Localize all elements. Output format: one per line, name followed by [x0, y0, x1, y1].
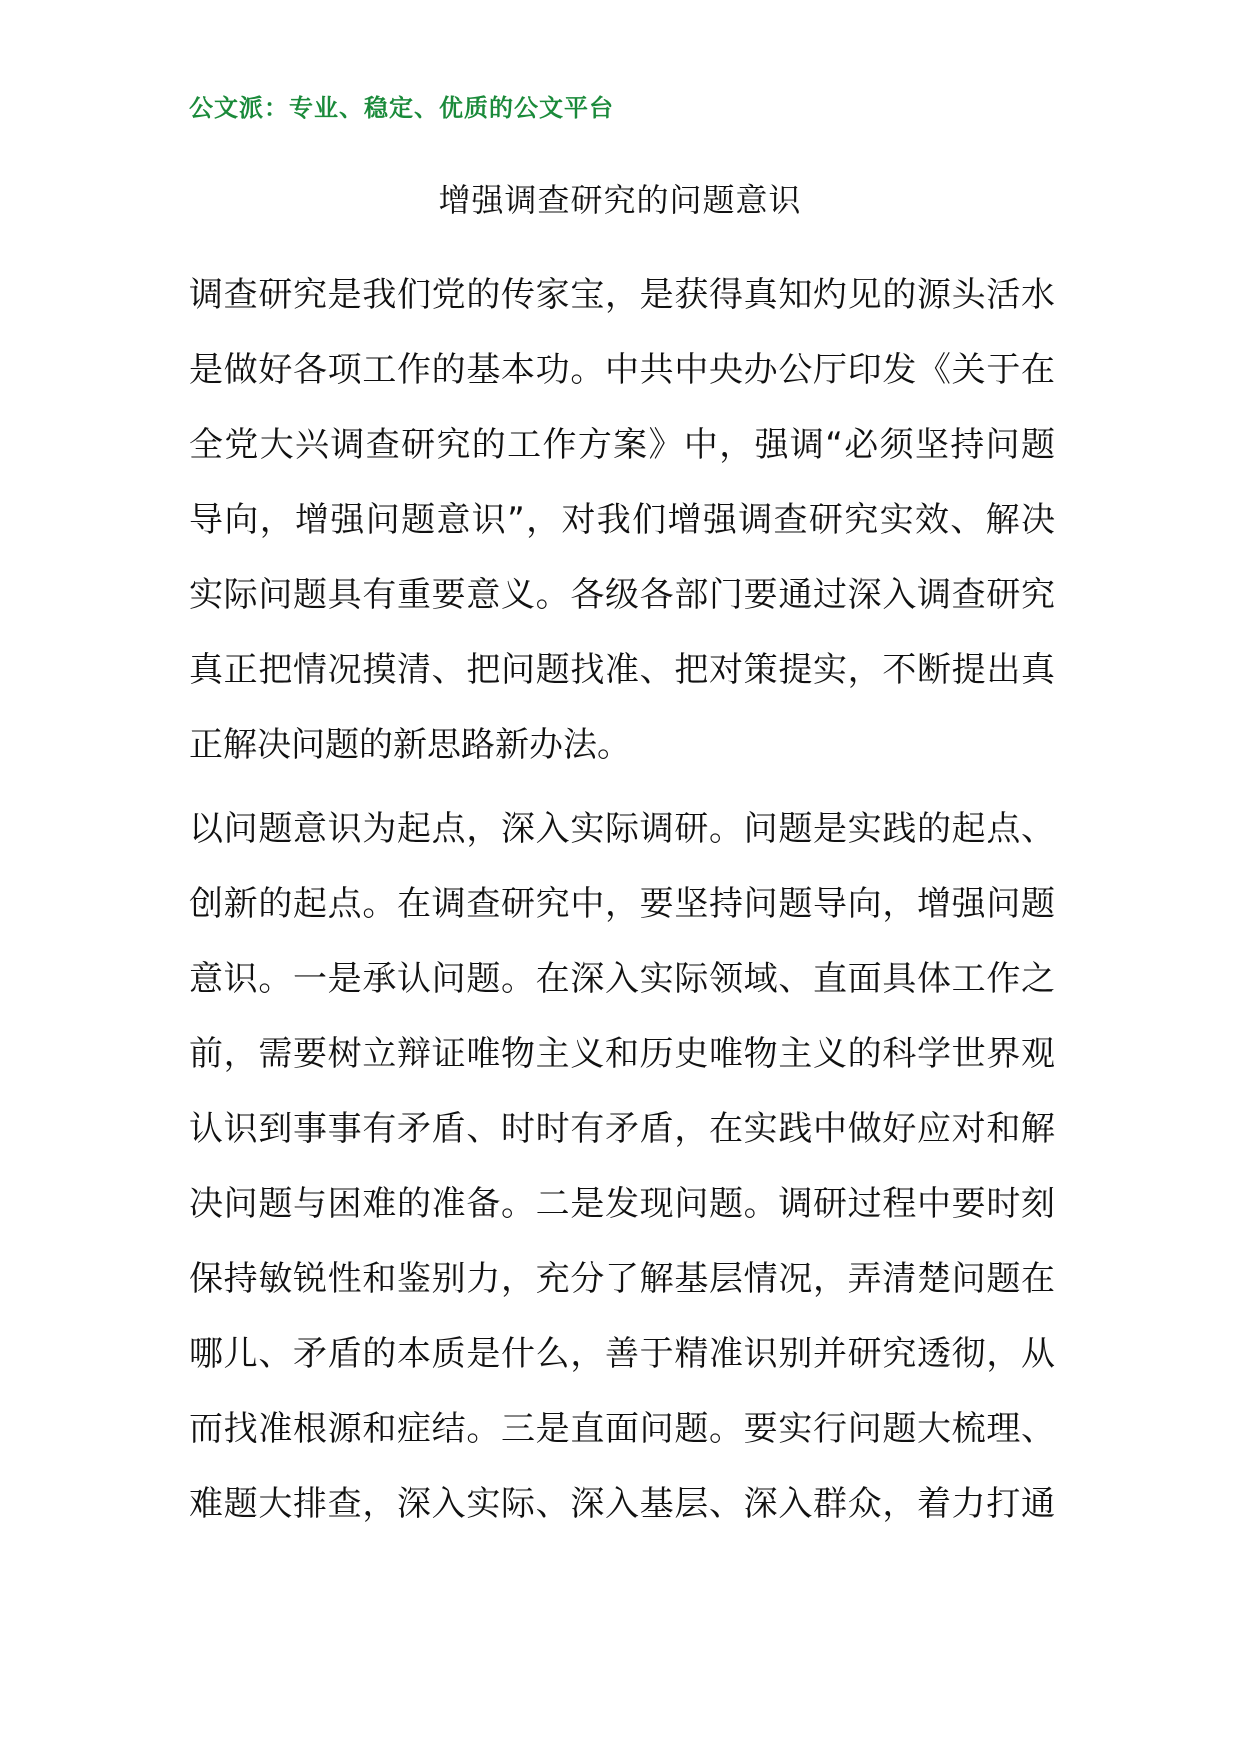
text-line: 以问题意识为起点，深入实际调研。问题是实践的起点、: [189, 809, 1055, 849]
text-line: 创新的起点。在调查研究中，要坚持问题导向，增强问题: [189, 884, 1055, 924]
text-line: 全党大兴调查研究的工作方案》中，强调“必须坚持问题: [189, 425, 1055, 465]
text-line: 意识。一是承认问题。在深入实际领域、直面具体工作之: [189, 959, 1055, 999]
text-line: 是做好各项工作的基本功。中共中央办公厅印发《关于在: [189, 350, 1055, 390]
text-line: 决问题与困难的准备。二是发现问题。调研过程中要时刻: [189, 1184, 1055, 1224]
paragraph-1: [189, 258, 1055, 783]
text-line: 正解决问题的新思路新办法。: [189, 725, 631, 765]
paragraph-gap: [189, 783, 1055, 792]
text-line: 哪儿、矛盾的本质是什么，善于精准识别并研究透彻，从: [189, 1334, 1055, 1374]
text-line: 导向，增强问题意识”，对我们增强调查研究实效、解决: [189, 500, 1055, 540]
text-line: 前，需要树立辩证唯物主义和历史唯物主义的科学世界观: [189, 1034, 1055, 1074]
text-line: 认识到事事有矛盾、时时有矛盾，在实践中做好应对和解: [189, 1109, 1055, 1149]
text-line: 而找准根源和症结。三是直面问题。要实行问题大梳理、: [189, 1409, 1055, 1449]
document-body: [189, 258, 1055, 1542]
text-line: 难题大排查，深入实际、深入基层、深入群众，着力打通: [189, 1484, 1055, 1524]
text-line: 实际问题具有重要意义。各级各部门要通过深入调查研究: [189, 575, 1055, 615]
text-line: 保持敏锐性和鉴别力，充分了解基层情况，弄清楚问题在: [189, 1259, 1055, 1299]
document-title: 增强调查研究的问题意识: [438, 181, 802, 219]
paragraph-2: [189, 792, 1055, 1542]
text-line: 真正把情况摸清、把问题找准、把对策提实，不断提出真: [189, 650, 1055, 690]
text-line: 调查研究是我们党的传家宝，是获得真知灼见的源头活水: [189, 275, 1055, 315]
header-slogan: 公文派：专业、稳定、优质的公文平台: [189, 94, 614, 122]
